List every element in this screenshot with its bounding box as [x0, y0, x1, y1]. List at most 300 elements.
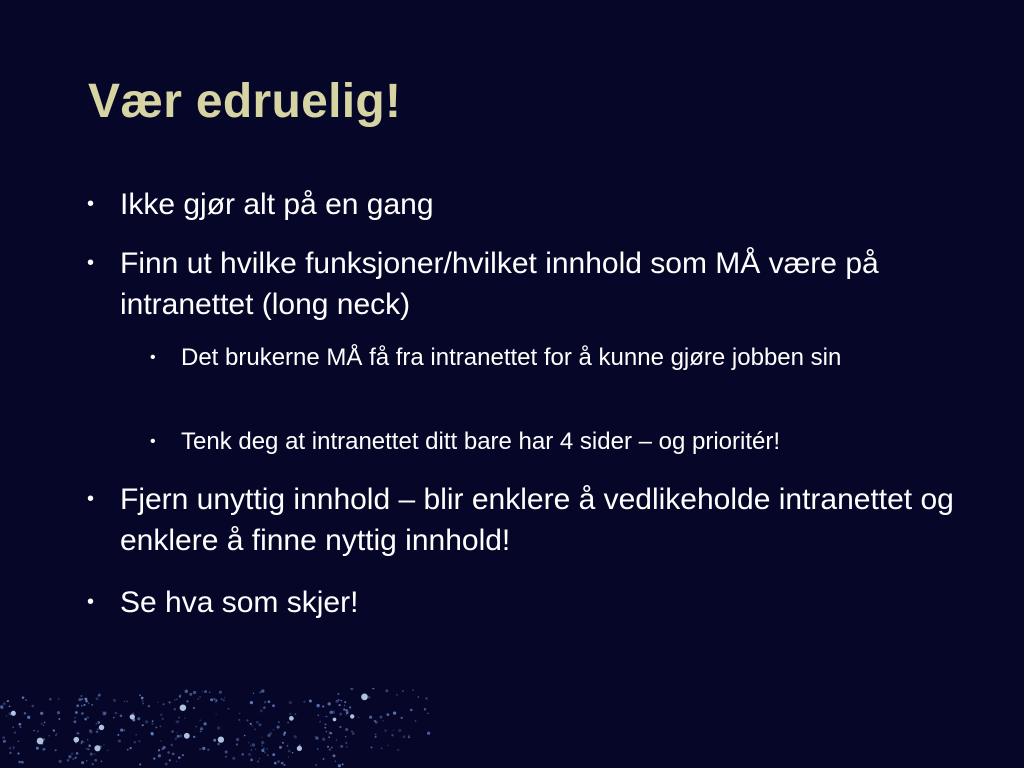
decor-dot — [153, 757, 155, 759]
decor-glow-dot — [130, 714, 135, 719]
decor-dot — [372, 688, 374, 689]
decor-dot — [158, 749, 160, 751]
decor-dot — [219, 691, 222, 694]
decor-dot — [309, 700, 312, 703]
decor-dot — [323, 758, 325, 760]
decor-dot — [83, 704, 85, 706]
decor-dot — [403, 735, 406, 738]
decor-dot — [329, 748, 332, 751]
decor-dot — [174, 699, 176, 701]
decor-dot — [289, 701, 292, 704]
decor-dot — [182, 754, 184, 756]
decor-dot — [178, 717, 180, 719]
decor-dot — [115, 712, 118, 715]
decor-dot — [118, 739, 121, 742]
bullet-text: Se hva som skjer! — [120, 586, 359, 619]
decor-dot — [107, 750, 109, 752]
decor-dot — [103, 744, 104, 745]
decor-dot — [236, 738, 239, 741]
decor-dot — [427, 732, 430, 735]
decor-glow-dot — [94, 745, 100, 751]
decor-dot — [279, 746, 282, 749]
decor-dot — [246, 719, 248, 721]
decor-dot — [24, 712, 27, 715]
decor-dot — [199, 719, 200, 720]
decor-dot — [87, 748, 89, 750]
decor-dot — [177, 735, 180, 738]
decor-dot — [21, 761, 24, 764]
decor-dot — [142, 724, 144, 726]
decor-dot — [250, 745, 251, 746]
decor-dot — [9, 705, 11, 707]
decor-glow-dot — [37, 738, 44, 745]
decor-dot — [424, 708, 426, 710]
decor-dot — [171, 744, 174, 747]
decor-dot — [72, 758, 74, 760]
decor-dot — [331, 747, 333, 749]
decor-dot — [266, 748, 267, 749]
slide-title: Vær edruelig! — [88, 75, 402, 128]
decor-dot — [221, 698, 223, 700]
decor-dot — [209, 691, 211, 693]
decor-dot — [215, 713, 216, 714]
decor-dot — [322, 738, 325, 741]
decor-dot — [295, 713, 297, 715]
bullet-item — [87, 479, 960, 561]
decor-dot — [68, 755, 71, 758]
decor-dot — [346, 746, 348, 748]
decor-dot — [18, 761, 21, 764]
decor-dot — [97, 721, 100, 724]
decor-dot — [160, 740, 161, 741]
decor-dot — [53, 729, 55, 731]
decor-dot — [58, 760, 61, 763]
decor-glow-dot — [99, 725, 104, 730]
decor-dot — [408, 736, 410, 738]
decor-dot — [325, 723, 327, 725]
decor-dot — [261, 736, 262, 737]
decor-dot — [55, 734, 57, 736]
decor-dot — [94, 753, 96, 755]
decor-dot — [415, 720, 417, 722]
decor-dot — [261, 689, 264, 692]
decor-dot — [86, 760, 88, 762]
decor-dot — [250, 723, 252, 725]
decor-dot — [137, 717, 140, 720]
decor-dot — [340, 745, 343, 748]
decor-dot — [345, 709, 348, 712]
decor-dot — [81, 705, 83, 707]
decor-dot — [12, 727, 14, 729]
decor-dot — [193, 707, 195, 709]
decor-dot — [352, 732, 355, 735]
decor-dot — [236, 743, 238, 745]
decor-dot — [210, 698, 213, 701]
decor-dot — [101, 761, 103, 763]
decor-dot — [397, 749, 399, 751]
decor-dot — [87, 739, 88, 740]
decor-dot — [339, 726, 341, 728]
decor-dot — [171, 730, 174, 733]
decor-dot — [113, 699, 116, 702]
decor-dot — [94, 759, 97, 762]
decor-dot — [260, 691, 262, 693]
decor-dot — [371, 746, 373, 748]
decor-dot — [184, 718, 185, 719]
decor-dot — [178, 756, 181, 759]
decor-dot — [6, 715, 8, 717]
decor-dot — [227, 708, 229, 710]
bullet-icon: • — [87, 193, 95, 215]
decor-dot — [317, 748, 318, 749]
decor-glow-dot — [361, 694, 368, 701]
decor-dot — [142, 700, 144, 702]
decor-dot — [81, 712, 84, 715]
decor-dot — [152, 720, 154, 722]
bullet-text: Fjern unyttig innhold – blir enklere å vedlikeholde intranettet og enklere å finne nyttig innhold! — [120, 483, 954, 557]
decor-dot — [315, 736, 318, 739]
decor-dot — [263, 706, 266, 709]
decor-dot — [261, 741, 264, 744]
decor-dot — [129, 747, 131, 749]
decor-dot — [255, 749, 257, 751]
decor-dot — [58, 718, 60, 720]
decor-dot — [202, 691, 204, 693]
decor-dot — [9, 747, 11, 749]
bullet-item — [87, 243, 960, 325]
decor-dot — [31, 705, 34, 708]
decor-dot — [96, 723, 97, 724]
decor-dot — [74, 717, 76, 719]
decor-dot — [193, 691, 196, 694]
decor-dot — [384, 729, 387, 732]
decor-dot — [251, 749, 253, 751]
decor-dot — [33, 730, 35, 732]
decor-dot — [127, 749, 129, 751]
decor-dot — [18, 741, 19, 742]
decor-dot — [199, 696, 201, 698]
decor-dot — [385, 689, 388, 692]
decor-dot — [200, 731, 202, 733]
decor-dot — [58, 698, 60, 700]
decor-dot — [256, 721, 259, 724]
decor-dot — [351, 731, 352, 732]
decor-dot — [259, 758, 260, 759]
decor-dot — [333, 754, 336, 757]
decor-dot — [200, 727, 203, 730]
decor-dot — [388, 745, 389, 746]
decor-dot — [139, 763, 141, 765]
decor-dot — [224, 697, 225, 698]
decor-dot — [319, 721, 321, 723]
decor-dot — [40, 712, 43, 715]
decor-dot — [281, 762, 284, 765]
decor-dot — [165, 762, 168, 765]
decor-dot — [244, 735, 246, 737]
decor-dot — [71, 752, 74, 755]
decor-dot — [288, 756, 289, 757]
decor-glow-dot — [297, 746, 302, 751]
decor-dot — [260, 709, 263, 712]
decor-dot — [326, 716, 328, 718]
decor-dot — [254, 728, 256, 730]
decor-dot — [95, 697, 98, 700]
decor-dot — [169, 759, 171, 761]
decor-glow-dot — [333, 718, 337, 722]
decor-dot — [345, 728, 348, 731]
decor-dot — [241, 753, 244, 756]
decor-dot — [328, 736, 330, 738]
decor-dot — [19, 723, 22, 726]
decor-dot — [294, 735, 297, 738]
decor-dot — [22, 696, 25, 699]
decor-dot — [73, 720, 76, 723]
decor-dot — [174, 708, 176, 710]
decor-dot — [126, 700, 128, 702]
decor-dot — [289, 713, 291, 715]
decor-dot — [412, 689, 414, 691]
decor-dot — [90, 753, 93, 756]
decor-dot — [343, 708, 345, 710]
decor-dot — [44, 722, 46, 724]
decor-dot — [17, 752, 19, 754]
decor-dot — [387, 713, 390, 716]
decor-dot — [335, 760, 337, 762]
decor-dot — [162, 718, 164, 720]
decor-dot — [41, 723, 43, 725]
decor-dot — [326, 731, 327, 732]
decor-dot — [391, 734, 393, 736]
decor-dot — [316, 704, 319, 707]
decor-dot — [124, 701, 125, 702]
decor-dot — [81, 743, 83, 745]
decor-dot — [274, 762, 277, 765]
decor-dot — [158, 754, 161, 757]
decor-dot — [425, 697, 428, 700]
decor-dot — [7, 700, 9, 702]
decor-dot — [268, 700, 271, 703]
decor-dot — [189, 693, 192, 696]
bullet-icon: • — [87, 591, 95, 613]
decor-dot — [287, 745, 289, 747]
decor-dot — [48, 735, 49, 736]
decor-dot — [139, 694, 141, 696]
decor-dot — [223, 699, 225, 701]
decor-dot — [174, 737, 177, 740]
sub-bullet-item — [150, 340, 951, 375]
decor-dot — [341, 700, 343, 702]
decor-dot — [214, 700, 217, 703]
decor-dot — [91, 704, 93, 706]
decor-dot — [346, 712, 349, 715]
decor-dot — [80, 695, 82, 697]
decor-dot — [37, 730, 39, 732]
decor-dot — [238, 719, 240, 721]
decor-dot — [36, 747, 39, 750]
decor-dot — [97, 728, 99, 730]
decor-dot — [350, 688, 353, 690]
decor-dot — [396, 694, 398, 696]
decor-dot — [344, 705, 346, 707]
decor-dot — [193, 736, 195, 738]
decor-dot — [88, 717, 89, 718]
decor-glow-dot — [289, 716, 294, 721]
decor-dot — [418, 696, 420, 698]
decor-dot — [2, 736, 5, 739]
decor-dot — [84, 718, 87, 721]
decor-dot — [269, 732, 272, 735]
decor-dot — [375, 736, 377, 738]
decor-dot — [368, 696, 370, 698]
decor-dot — [75, 757, 77, 759]
decor-dot — [259, 723, 262, 726]
decor-dot — [43, 748, 46, 751]
decor-dot — [225, 756, 226, 757]
decor-dot — [169, 702, 171, 704]
decor-dot — [264, 701, 266, 703]
bullet-text: Tenk deg at intranettet ditt bare har 4 sider – og prioritér! — [181, 428, 781, 455]
bullet-icon: • — [150, 433, 156, 450]
decor-dot — [272, 753, 275, 756]
decor-dot — [25, 699, 27, 701]
decor-dot — [317, 714, 319, 716]
decor-dot — [283, 764, 285, 766]
decor-dot — [232, 757, 235, 760]
decor-dot — [202, 747, 205, 750]
decor-dot — [163, 703, 165, 705]
decor-dot — [292, 752, 294, 754]
decor-dot — [135, 734, 136, 735]
decor-dot — [172, 753, 175, 756]
decor-dot — [84, 698, 87, 701]
decor-dot — [338, 764, 341, 767]
decor-dot — [57, 711, 60, 714]
decor-dot — [282, 742, 284, 744]
decor-dot — [92, 763, 94, 765]
bullet-text: Det brukerne MÅ få fra intranettet for å kunne gjøre jobben sin — [181, 344, 842, 371]
decor-dot — [339, 704, 341, 706]
decor-glow-dot — [74, 737, 80, 743]
decor-glow-dot — [350, 714, 354, 718]
decor-dot — [160, 713, 163, 716]
decor-dot — [345, 736, 347, 738]
decor-dot — [329, 711, 332, 714]
decor-dot — [381, 748, 382, 749]
decor-dot — [401, 717, 403, 719]
decor-dot — [257, 761, 259, 763]
sub-bullet-item — [150, 424, 951, 459]
decor-dot — [138, 740, 140, 742]
decor-dot — [277, 760, 280, 763]
decor-dot — [162, 748, 164, 750]
bullet-text: Finn ut hvilke funksjoner/hvilket innhold som MÅ være på intranettet (long neck) — [120, 247, 879, 321]
decor-dot — [217, 743, 220, 746]
decor-dot — [197, 698, 199, 700]
bullet-text: Ikke gjør alt på en gang — [120, 188, 434, 221]
decor-dot — [213, 739, 216, 742]
decor-dot — [67, 759, 70, 762]
decor-dot — [375, 733, 377, 735]
decor-dot — [151, 723, 153, 725]
decor-dot — [239, 713, 240, 714]
decor-dot — [248, 742, 249, 743]
decor-dot — [344, 701, 346, 703]
decor-dot — [176, 761, 177, 762]
decor-dot — [251, 725, 253, 727]
decor-dot — [272, 704, 275, 707]
decor-dot — [252, 743, 255, 746]
decor-dot — [76, 704, 79, 707]
decor-dot — [179, 696, 181, 698]
decor-dot — [160, 725, 162, 727]
bullet-item — [87, 582, 960, 623]
decor-dot — [253, 693, 254, 694]
decor-glow-dot — [11, 711, 16, 716]
decor-dot — [167, 751, 170, 754]
decor-dot — [186, 700, 188, 702]
decor-dot — [83, 741, 85, 743]
decor-dot — [427, 713, 428, 714]
decor-dot — [157, 702, 158, 703]
decor-dot — [49, 698, 52, 701]
decor-dot — [102, 711, 104, 713]
decor-dot — [408, 735, 410, 737]
decor-dot — [43, 725, 44, 726]
decor-dot — [14, 731, 17, 734]
decor-dot — [358, 717, 360, 719]
decor-dot — [199, 748, 201, 750]
decor-dot — [96, 730, 99, 733]
decor-dot — [55, 749, 57, 751]
decor-dot — [329, 732, 332, 735]
decor-glow-dot — [218, 736, 224, 742]
decor-dot — [369, 716, 372, 719]
decor-glow-dot — [180, 704, 187, 711]
decor-dot — [207, 749, 209, 751]
decor-dot — [250, 759, 253, 762]
decor-dot — [325, 716, 326, 717]
starfield-dots-decoration-icon — [0, 688, 440, 768]
decor-dot — [322, 705, 324, 707]
decor-dot — [402, 690, 404, 692]
decor-dot — [337, 693, 339, 695]
decor-dot — [345, 742, 347, 744]
decor-dot — [284, 731, 286, 733]
bullet-icon: • — [87, 488, 95, 510]
decor-dot — [382, 720, 383, 721]
decor-dot — [346, 714, 347, 715]
decor-dot — [89, 730, 92, 733]
decor-dot — [88, 702, 90, 704]
decor-dot — [120, 715, 123, 718]
decor-dot — [273, 729, 275, 731]
decor-dot — [277, 726, 280, 729]
decor-dot — [398, 729, 401, 732]
decor-dot — [176, 699, 177, 700]
decor-dot — [185, 690, 188, 693]
decor-dot — [315, 764, 317, 766]
decor-dot — [324, 727, 326, 729]
decor-dot — [267, 754, 268, 755]
decor-dot — [328, 702, 331, 705]
decor-dot — [142, 702, 144, 704]
decor-dot — [88, 744, 91, 747]
decor-dot — [393, 711, 396, 714]
decor-dot — [98, 694, 101, 697]
decor-dot — [288, 750, 291, 753]
decor-dot — [374, 720, 376, 722]
decor-dot — [250, 701, 253, 704]
